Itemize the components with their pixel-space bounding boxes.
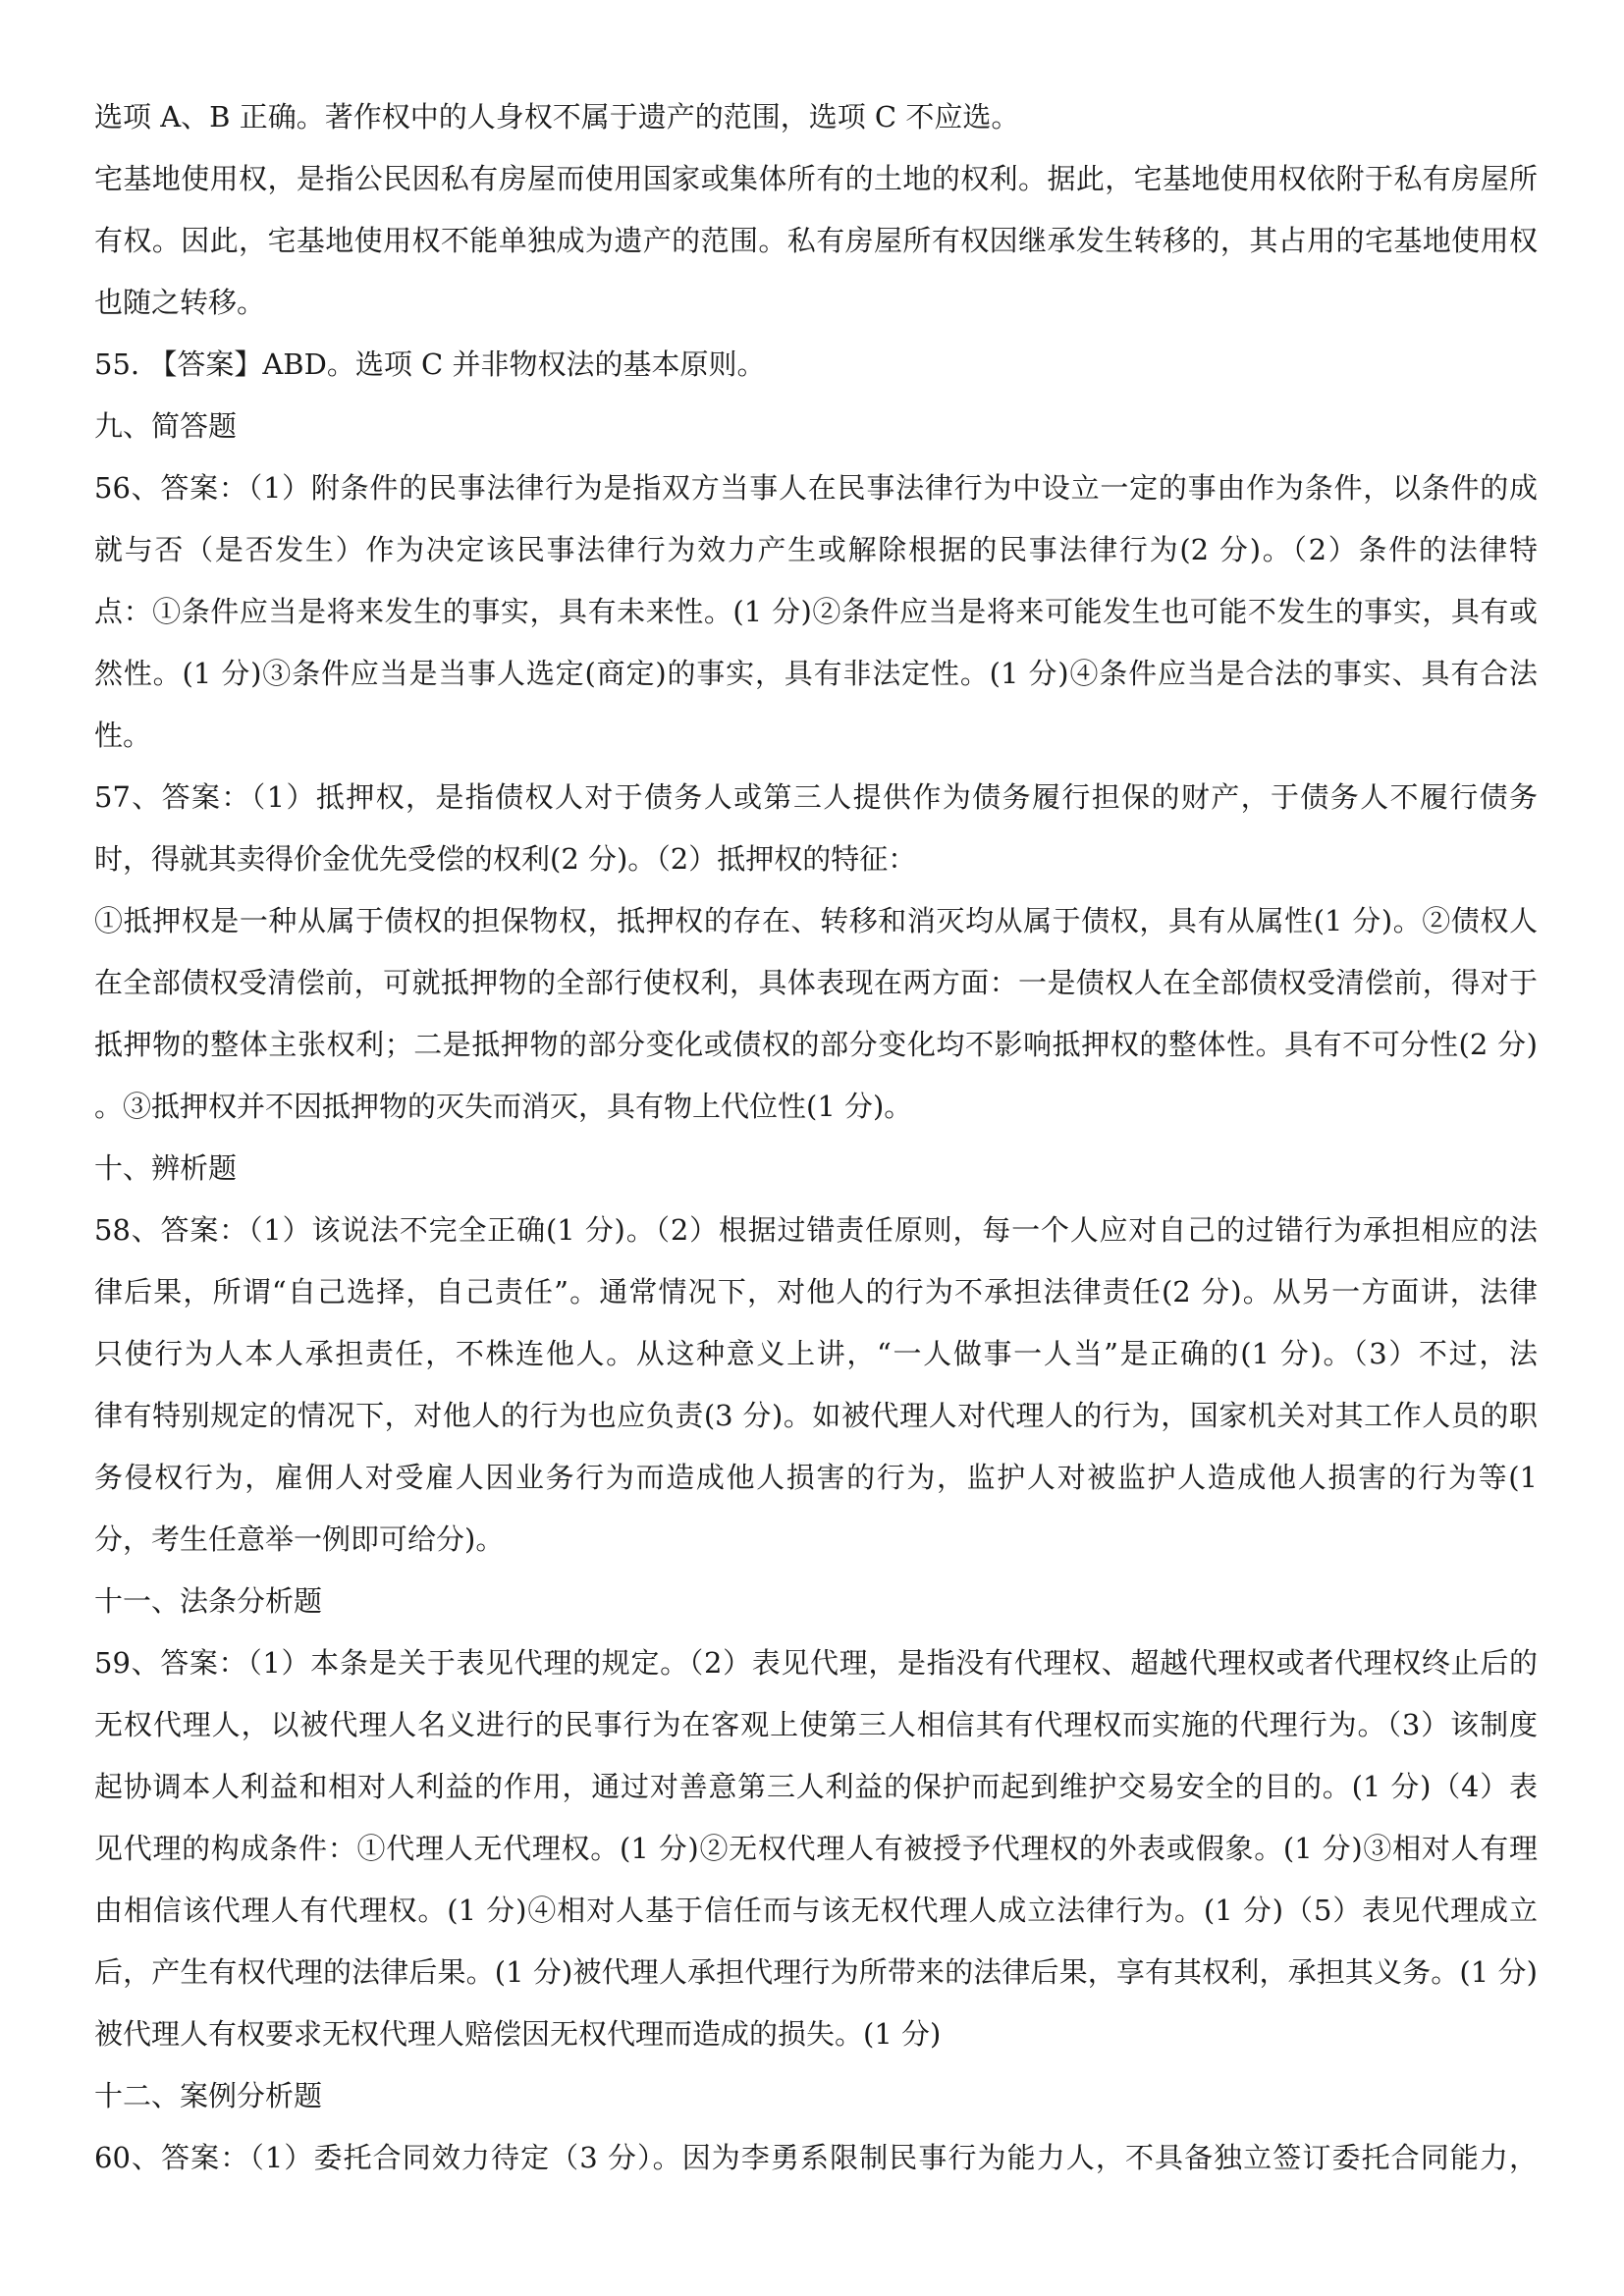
text-line: 性。 (94, 719, 152, 752)
section-heading: 十、辨析题 (94, 1151, 238, 1185)
text-line: 时，得就其卖得价金优先受偿的权利(2 分)。（2）抵押权的特征： (94, 842, 917, 876)
answer-55: 55. 【答案】ABD。选项 C 并非物权法的基本原则。 (94, 347, 766, 381)
text-line: 就与否（是否发生）作为决定该民事法律行为效力产生或解除根据的民事法律行为(2 分)。（2）条件的法律特 (94, 533, 1538, 566)
text-line: 被代理人有权要求无权代理人赔偿因无权代理而造成的损失。(1 分) (94, 2017, 942, 2051)
text-line: 律后果，所谓“自己选择，自己责任”。通常情况下，对他人的行为不承担法律责任(2 分)。从另一方面讲，法律 (94, 1275, 1538, 1308)
text-line: 后，产生有权代理的法律后果。(1 分)被代理人承担代理行为所带来的法律后果，享有其权利，承担其义务。(1 分) (94, 1955, 1538, 1989)
text-line: 见代理的构成条件：①代理人无代理权。(1 分)②无权代理人有被授予代理权的外表或假象。(1 分)③相对人有理 (94, 1832, 1538, 1865)
answer-60: 60、答案：（1）委托合同效力待定（3 分）。因为李勇系限制民事行为能力人，不具备独立签订委托合同能力， (94, 2141, 1538, 2174)
text-line: 律有特别规定的情况下，对他人的行为也应负责(3 分)。如被代理人对代理人的行为，国家机关对其工作人员的职 (94, 1399, 1538, 1432)
answer-56: 56、答案：（1）附条件的民事法律行为是指双方当事人在民事法律行为中设立一定的事由作为条件，以条件的成 (94, 471, 1538, 505)
text-line: 无权代理人，以被代理人名义进行的民事行为在客观上使第三人相信其有代理权而实施的代理行为。（3）该制度 (94, 1708, 1538, 1741)
text-line: 。③抵押权并不因抵押物的灭失而消灭，具有物上代位性(1 分)。 (94, 1090, 913, 1123)
text-line: 务侵权行为，雇佣人对受雇人因业务行为而造成他人损害的行为，监护人对被监护人造成他人损害的行为等(1 (94, 1461, 1538, 1494)
text-line: ①抵押权是一种从属于债权的担保物权，抵押权的存在、转移和消灭均从属于债权，具有从属性(1 分)。②债权人 (94, 904, 1538, 937)
text-line: 分，考生任意举一例即可给分)。 (94, 1522, 505, 1556)
text-line: 也随之转移。 (94, 286, 266, 319)
section-heading: 九、简答题 (94, 409, 238, 443)
text-line: 抵押物的整体主张权利；二是抵押物的部分变化或债权的部分变化均不影响抵押权的整体性。具有不可分性(2 分) (94, 1028, 1538, 1061)
answer-57: 57、答案：（1）抵押权，是指债权人对于债务人或第三人提供作为债务履行担保的财产，于债务人不履行债务 (94, 780, 1538, 814)
section-heading: 十二、案例分析题 (94, 2079, 323, 2112)
text-line: 宅基地使用权，是指公民因私有房屋而使用国家或集体所有的土地的权利。据此，宅基地使用权依附于私有房屋所 (94, 162, 1538, 195)
text-line: 起协调本人利益和相对人利益的作用，通过对善意第三人利益的保护而起到维护交易安全的目的。(1 分)（4）表 (94, 1770, 1538, 1803)
text-line: 只使行为人本人承担责任，不株连他人。从这种意义上讲，“一人做事一人当”是正确的(1 分)。（3）不过，法 (94, 1337, 1538, 1370)
text-line: 有权。因此，宅基地使用权不能单独成为遗产的范围。私有房屋所有权因继承发生转移的，其占用的宅基地使用权 (94, 224, 1538, 257)
text-line: 点：①条件应当是将来发生的事实，具有未来性。(1 分)②条件应当是将来可能发生也可能不发生的事实，具有或 (94, 595, 1538, 628)
text-line: 在全部债权受清偿前，可就抵押物的全部行使权利，具体表现在两方面：一是债权人在全部债权受清偿前，得对于 (94, 966, 1538, 999)
answer-58: 58、答案：（1）该说法不完全正确(1 分)。（2）根据过错责任原则，每一个人应对自己的过错行为承担相应的法 (94, 1213, 1538, 1247)
text-line: 然性。(1 分)③条件应当是当事人选定(商定)的事实，具有非法定性。(1 分)④条件应当是合法的事实、具有合法 (94, 657, 1538, 690)
text-line: 选项 A、B 正确。著作权中的人身权不属于遗产的范围，选项 C 不应选。 (94, 100, 1020, 133)
document-body (94, 86, 1538, 2189)
section-heading: 十一、法条分析题 (94, 1584, 323, 1618)
text-line: 由相信该代理人有代理权。(1 分)④相对人基于信任而与该无权代理人成立法律行为。(1 分)（5）表见代理成立 (94, 1894, 1538, 1927)
answer-59: 59、答案：（1）本条是关于表见代理的规定。（2）表见代理，是指没有代理权、超越代理权或者代理权终止后的 (94, 1646, 1538, 1680)
